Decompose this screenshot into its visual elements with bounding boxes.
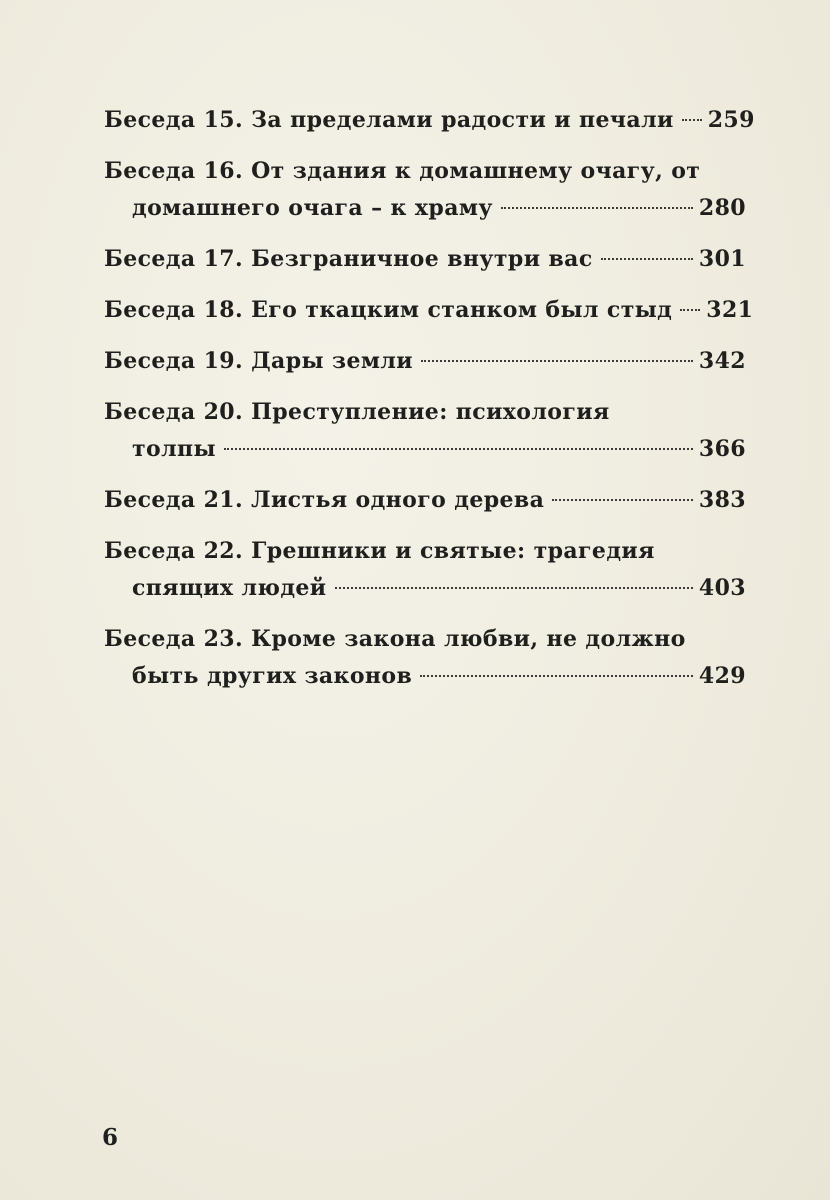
dot-leader [421,360,693,362]
toc-page-number: 383 [698,487,746,513]
toc-entry-22 [104,533,746,607]
dot-leader [501,207,693,209]
toc-entry-line [104,570,746,607]
toc-entry-line [104,482,746,519]
toc-entry-title: Беседа 20. Преступление: психология [104,399,610,425]
toc-page-number: 403 [698,575,746,601]
toc-page-number: 259 [707,107,755,133]
toc-entry-line [104,343,746,380]
folio-page-number: 6 [102,1124,119,1151]
toc-page-number: 342 [698,348,746,374]
toc-entry-title-continuation: домашнего очага – к храму [132,195,493,221]
dot-leader [335,587,693,589]
toc-page-number: 280 [698,195,746,221]
toc-entry-19 [104,343,746,380]
toc-page-number: 301 [698,246,746,272]
toc-entry-title-continuation: толпы [132,436,216,462]
toc-entry-title-continuation: быть других законов [132,663,413,689]
dot-leader [224,448,693,450]
toc-entry-title: Беседа 23. Кроме закона любви, не должно [104,626,686,652]
toc-entry-line [104,190,746,227]
toc-entry-line [104,241,746,278]
toc-entry-line [104,431,746,468]
toc-entry-title: Беседа 16. От здания к домашнему очагу, от [104,158,701,184]
toc-entry-title: Беседа 15. За пределами радости и печали [104,107,674,133]
toc-entry-17 [104,241,746,278]
toc-entry-line [104,292,754,329]
toc-page-number: 366 [698,436,746,462]
toc-entry-title: Беседа 22. Грешники и святые: трагедия [104,538,655,564]
toc-entry-title: Беседа 21. Листья одного дерева [104,487,545,513]
dot-leader [552,499,693,501]
dot-leader [682,119,702,121]
toc-entry-16 [104,153,746,227]
dot-leader [420,675,693,677]
table-of-contents [104,102,755,709]
toc-page-number: 429 [698,663,746,689]
toc-entry-20 [104,394,746,468]
toc-entry-line [104,658,746,695]
toc-entry-title: Беседа 18. Его ткацким станком был стыд [104,297,673,323]
toc-entry-21 [104,482,746,519]
toc-entry-line [104,102,755,139]
dot-leader [601,258,693,260]
toc-entry-15 [104,102,755,139]
toc-entry-23 [104,621,746,695]
toc-page-number: 321 [706,297,754,323]
toc-entry-title: Беседа 17. Безграничное внутри вас [104,246,593,272]
toc-entry-18 [104,292,754,329]
toc-entry-title: Беседа 19. Дары земли [104,348,413,374]
toc-entry-title-continuation: спящих людей [132,575,327,601]
dot-leader [680,309,700,311]
